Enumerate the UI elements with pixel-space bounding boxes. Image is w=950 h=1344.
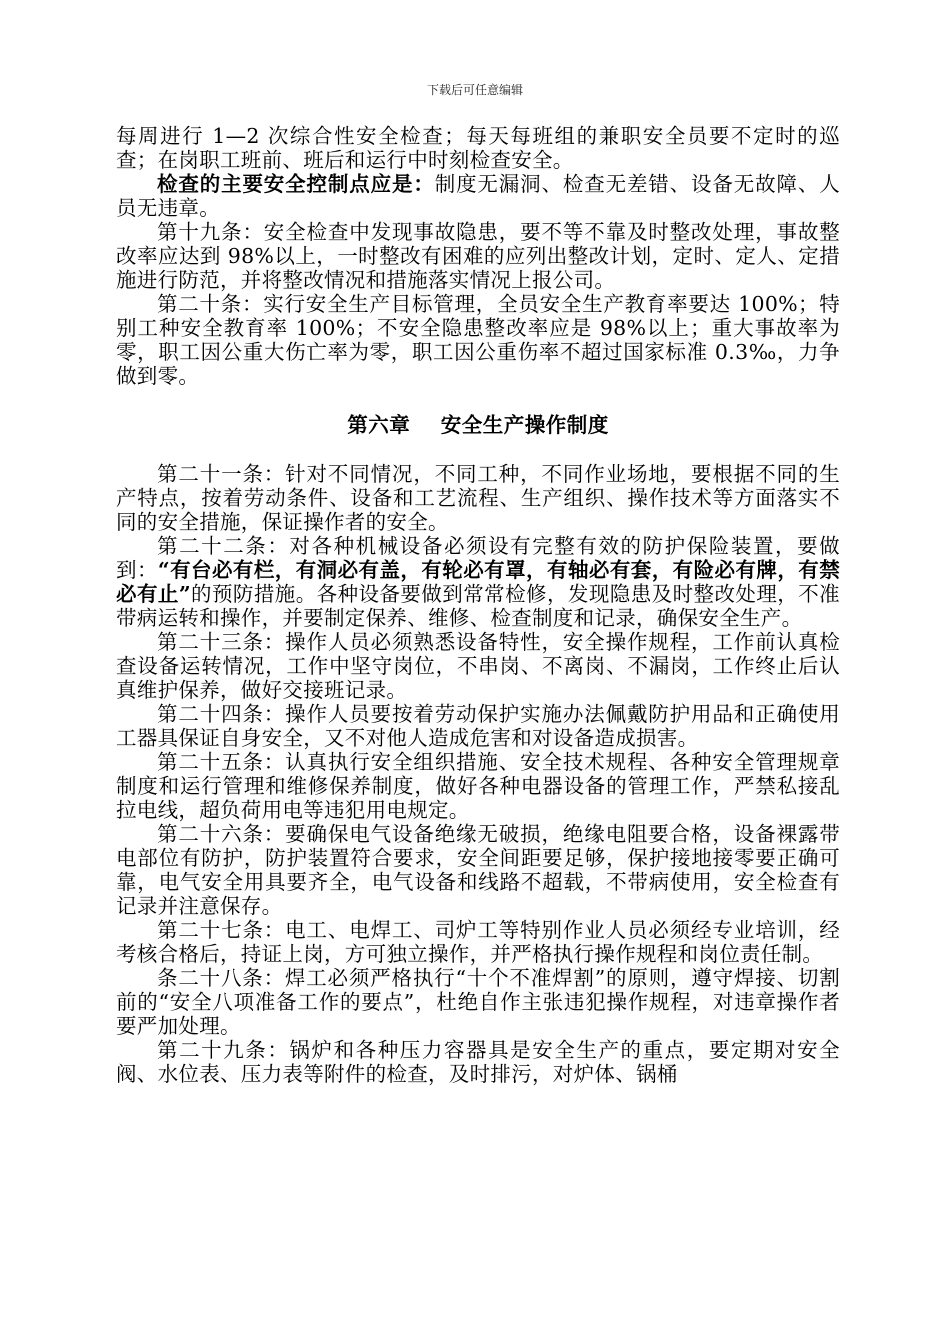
article-23-text: 第二十三条：操作人员必须熟悉设备特性，安全操作规程，工作前认真检查设备运转情况，工作中坚守岗位，不串岗、不离岗、不漏岗，工作终止后认真维护保养，做好交接班记录。 — [116, 630, 840, 702]
article-21 — [116, 462, 840, 534]
article-20-text: 第二十条：实行安全生产目标管理，全员安全生产教育率要达 100%；特别工种安全教育率 100%；不安全隐患整改率应是 98%以上；重大事故率为零，职工因公重大伤亡率为零，职工因公重伤率不超过国家标准 0.3‰，力争做到零。 — [116, 292, 840, 388]
article-22-tail: 的预防措施。各种设备要做到常常检修，发现隐患及时整改处理，不准带病运转和操作，并要制定保养、维修、检查制度和记录，确保安全生产。 — [116, 582, 840, 630]
document-body — [116, 124, 840, 1086]
article-23 — [116, 630, 840, 702]
control-points-text: 制度无漏洞、检查无差错、设备无故障、人员无违章。 — [116, 172, 840, 220]
article-24 — [116, 702, 840, 750]
article-26-text: 第二十六条：要确保电气设备绝缘无破损，绝缘电阻要合格，设备裸露带电部位有防护，防护装置符合要求，安全间距要足够，保护接地接零要正确可靠，电气安全用具要齐全，电气设备和线路不超载，不带病使用，安全检查有记录并注意保存。 — [116, 822, 840, 918]
article-27-text: 第二十七条：电工、电焊工、司炉工等特别作业人员必须经专业培训，经考核合格后，持证上岗，方可独立操作，并严格执行操作规程和岗位责任制。 — [116, 918, 840, 966]
paragraph-control-points — [116, 172, 840, 220]
article-20 — [116, 292, 840, 388]
article-22-slogan: “有台必有栏，有洞必有盖，有轮必有罩，有轴必有套，有险必有牌，有禁必有止” — [116, 558, 840, 606]
paragraph-text: 每周进行 1—2 次综合性安全检查；每天每班组的兼职安全员要不定时的巡查；在岗职工班前、班后和运行中时刻检查安全。 — [116, 124, 840, 172]
article-29-text: 第二十九条：锅炉和各种压力容器具是安全生产的重点，要定期对安全阀、水位表、压力表等附件的检查，及时排污，对炉体、锅桶 — [116, 1038, 840, 1086]
article-22-lead: 第二十二条：对各种机械设备必须设有完整有效的防护保险装置，要做到： — [116, 534, 840, 582]
article-24-text: 第二十四条：操作人员要按着劳动保护实施办法佩戴防护用品和正确使用工器具保证自身安全，又不对他人造成危害和对设备造成损害。 — [116, 702, 840, 750]
article-21-text: 第二十一条：针对不同情况，不同工种，不同作业场地，要根据不同的生产特点，按着劳动条件、设备和工艺流程、生产组织、操作技术等方面落实不同的安全措施，保证操作者的安全。 — [116, 462, 840, 534]
article-25-text: 第二十五条：认真执行安全组织措施、安全技术规程、各种安全管理规章制度和运行管理和维修保养制度，做好各种电器设备的管理工作，严禁私接乱拉电线，超负荷用电等违犯用电规定。 — [116, 750, 840, 822]
header-note: 下载后可任意编辑 — [426, 83, 523, 97]
article-19-text: 第十九条：安全检查中发现事故隐患，要不等不靠及时整改处理，事故整改率应达到 98%以上，一时整改有困难的应列出整改计划，定时、定人、定措施进行防范，并将整改情况和措施落实情况上报公司。 — [116, 220, 840, 292]
article-25 — [116, 750, 840, 822]
article-29 — [116, 1038, 840, 1086]
article-28 — [116, 966, 840, 1038]
article-27 — [116, 918, 840, 966]
article-28-text: 条二十八条：焊工必须严格执行“十个不准焊割”的原则，遵守焊接、切割前的“安全八项准备工作的要点”，杜绝自作主张违犯操作规程，对违章操作者要严加处理。 — [116, 966, 840, 1038]
control-points-lead: 检查的主要安全控制点应是： — [157, 172, 435, 196]
article-26 — [116, 822, 840, 918]
paragraph-inspection-frequency — [116, 124, 840, 172]
chapter-title: 第六章 安全生产操作制度 — [347, 413, 609, 437]
article-22 — [116, 534, 840, 630]
article-19 — [116, 220, 840, 292]
